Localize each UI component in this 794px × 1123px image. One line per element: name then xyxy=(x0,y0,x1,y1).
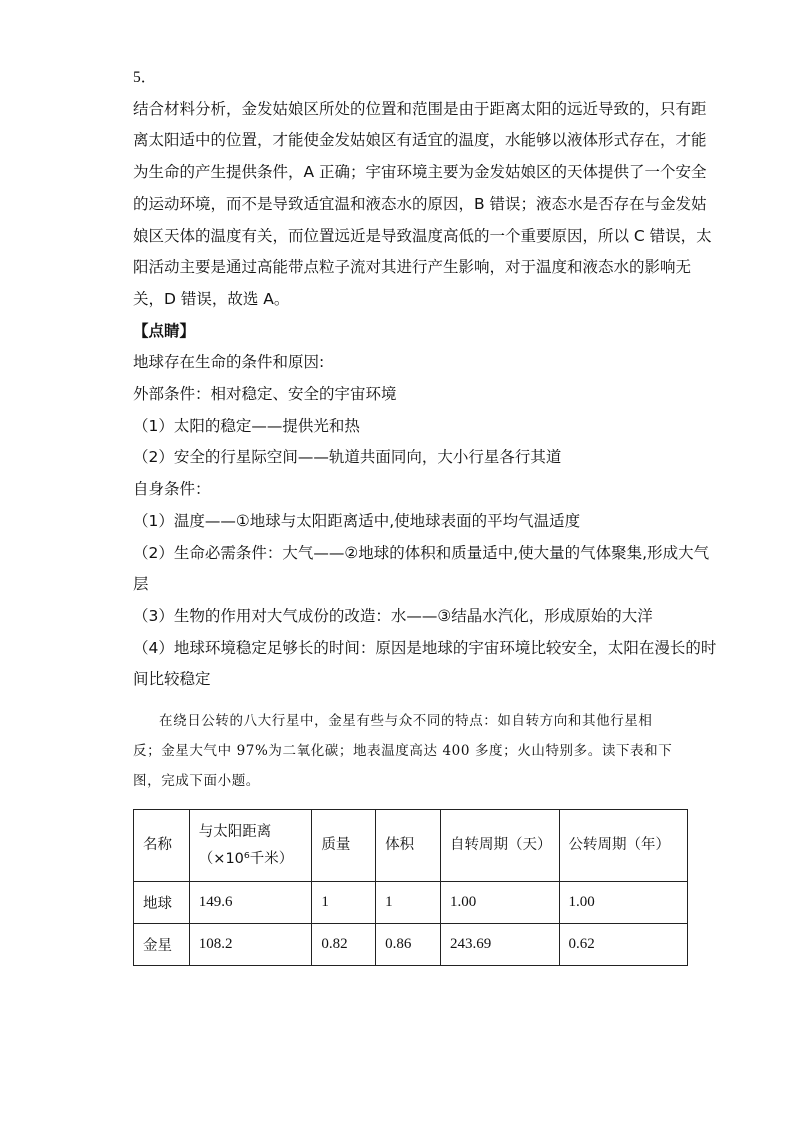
cell-volume: 1 xyxy=(376,882,441,924)
intro-line: 在绕日公转的八大行星中，金星有些与众不同的特点：如自转方向和其他行星相 xyxy=(159,713,653,730)
header-revolution: 公转周期（年） xyxy=(559,810,687,882)
table-header-row xyxy=(134,810,688,882)
header-distance xyxy=(189,810,312,882)
answer-line: 的运动环境，而不是导致适宜温和液态水的原因，B 错误；液态水是否存在与金发姑 xyxy=(133,194,707,213)
note-line: （2）生命必需条件：大气——②地球的体积和质量适中,使大量的气体聚集,形成大气 xyxy=(133,543,710,562)
answer-line: 娘区天体的温度有关，而位置远近是导致温度高低的一个重要原因，所以 C 错误，太 xyxy=(133,226,712,245)
dianjing-notes xyxy=(133,347,717,696)
answer-line: 离太阳适中的位置，才能使金发姑娘区有适宜的温度，水能够以液体形式存在，才能 xyxy=(133,131,707,150)
answer-line: 阳活动主要是通过高能带点粒子流对其进行产生影响，对于温度和液态水的影响无 xyxy=(133,258,692,277)
note-line: （1）温度——①地球与太阳距离适中,使地球表面的平均气温适度 xyxy=(133,511,581,530)
header-name: 名称 xyxy=(134,810,190,882)
document-page xyxy=(133,62,717,966)
dianjing-heading: 【点睛】 xyxy=(133,321,196,340)
cell-distance: 108.2 xyxy=(189,924,312,966)
cell-name: 地球 xyxy=(134,882,190,924)
answer-line: 结合材料分析，金发姑娘区所处的位置和范围是由于距离太阳的远近导致的，只有距 xyxy=(133,99,707,118)
note-line: 地球存在生命的条件和原因: xyxy=(133,353,325,372)
cell-mass: 0.82 xyxy=(312,924,376,966)
note-line: （1）太阳的稳定——提供光和热 xyxy=(133,416,360,435)
note-line: 自身条件： xyxy=(133,480,211,499)
answer-explanation xyxy=(133,94,712,316)
header-distance-unit: （×10⁶千米） xyxy=(198,850,294,867)
note-line: 外部条件：相对稳定、安全的宇宙环境 xyxy=(133,385,397,404)
cell-name: 金星 xyxy=(134,924,190,966)
planet-comparison-table xyxy=(133,809,688,966)
question-intro xyxy=(133,706,693,796)
note-line: （3）生物的作用对大气成份的改造：水——③结晶水汽化，形成原始的大洋 xyxy=(133,606,653,625)
note-line: （4）地球环境稳定足够长的时间：原因是地球的宇宙环境比较安全，太阳在漫长的时 xyxy=(133,638,717,657)
answer-line: 为生命的产生提供条件，A 正确；宇宙环境主要为金发姑娘区的天体提供了一个安全 xyxy=(133,163,707,182)
header-distance-label: 与太阳距离 xyxy=(198,823,272,840)
table-row xyxy=(134,924,688,966)
answer-line: 关，D 错误，故选 A。 xyxy=(133,289,290,308)
intro-line: 反；金星大气中 97%为二氧化碳；地表温度高达 400 多度；火山特别多。读下表和下 xyxy=(133,743,673,760)
cell-rotation: 243.69 xyxy=(441,924,560,966)
header-volume: 体积 xyxy=(376,810,441,882)
note-line: 层 xyxy=(133,575,149,594)
cell-volume: 0.86 xyxy=(376,924,441,966)
intro-line: 图，完成下面小题。 xyxy=(133,773,260,790)
table-row xyxy=(134,882,688,924)
header-mass: 质量 xyxy=(312,810,376,882)
cell-distance: 149.6 xyxy=(189,882,312,924)
note-line: （2）安全的行星际空间——轨道共面同向，大小行星各行其道 xyxy=(133,448,562,467)
question-number: 5． xyxy=(133,69,157,86)
header-rotation: 自转周期（天） xyxy=(441,810,560,882)
cell-revolution: 0.62 xyxy=(559,924,687,966)
note-line: 间比较稳定 xyxy=(133,670,211,689)
cell-mass: 1 xyxy=(312,882,376,924)
cell-revolution: 1.00 xyxy=(559,882,687,924)
cell-rotation: 1.00 xyxy=(441,882,560,924)
